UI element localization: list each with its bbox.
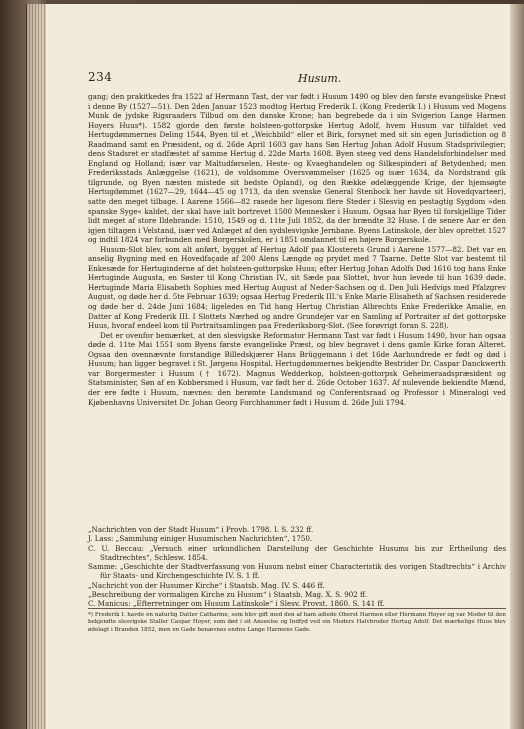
page-right-edge xyxy=(510,4,524,729)
page-edges xyxy=(26,4,46,729)
reference-item: „Nachricht von der Husumer Kirche“ i Staatsb. Mag. IV. S. 446 ff. xyxy=(88,580,325,590)
paragraph: Husum-Slot blev, som alt anført, bygget af Hertug Adolf paa Klosterets Grund i Aarene 1577—82. Det var en anselig Bygning med en Hovedfaçade af 200 Alens Længde og prydet med 7 Taarne. Dette Slot var bestemt til Enkesæde for Hertuginderne af det holsteen-gottorpske Huus; efter Hertug Johan Adolfs Død 1616 tog hans Enke Hertuginde Augusta, en Søster til Kong Christian IV., sit Sæde paa Slottet, hvor hun levede til hun 1639 døde. Hertuginde Maria Elisabeth Sophies med Hertug August af Neder-Sachsen og d. Den Juli Hedvigs med Pfalzgrev August, og døde her d. 5te Februar 1639; ogsaa Hertug Frederik III.'s Enke Marie Elisabeth af Sachsen residerede og døde her d. 24de Juni 1684; ligeledes en Tid hang Hertug Christian Albrechts Enke Frederikke Amalie, en Datter af Kong Frederik III. I Slottets Nærhed og andre Grundejer var en Samling af Portraiter af det gottorpske Huus, hvoraf endeel kom til Portraitsamlingen paa Frederiksborg-Slot. (See forøvrigt foran S. 228). xyxy=(88,244,506,331)
reference-item: „Beschreibung der vormaligen Kirche zu Husum“ i Staatsb. Mag. X. S. 902 ff. xyxy=(88,590,368,600)
references-list xyxy=(88,525,506,609)
footnote: *) Frederik I. havde en naturlig Datter Catharine, som blev gift med den af ham adlede Oberst Harmen eller Hermann Hoyer og var Moder til den bekjendte slesvigske Staller Caspar Hoyer, som død i sit Anseelse og Indfyd ved sin Moders Halvbroder Hertug Adolf. Det mærkelige Huus blev ødelagt i Branden 1852, men en Gade benævnes endnu Lange Harmens Gade. xyxy=(88,612,506,633)
footnote-divider xyxy=(88,608,506,609)
reference-item: „Nachrichten von der Stadt Husum“ i Provb. 1798. I. S. 232 ff. xyxy=(88,525,314,534)
page-number: 234 xyxy=(88,70,113,84)
book-page xyxy=(46,4,518,729)
paragraph: Det er ovenfor bemærket, at den slesvigske Reformator Hermann Tast var født i Husum 1490, hvor han ogsaa døde d. 11te Mai 1551 som Byens første evangeliske Præst, og blev begravet i dens gamle Kirke foran Alteret. Ogsaa den ovennævnte forstandige Billedskjærer Hans Brüggemann i det 16de Aarhundrede er født og død i Husum; han ligger begravet i St. Jørgens Hospital. Hertugdømmernes bekjendte Bestrider Dr. Caspar Danckwerth var Borgermester i Husum († 1672). Magnus Wedderkop, holsteen-gottorpsk Geheimeraadspræsident og Statsminister, Søn af en Kobbersmed i Husum, var født her d. 26de October 1637. Af nulevende bekiendte Mænd, der ere fødte i Husum, nævnes: den berømte Landsmand og Conferentsraad og Professor i Mineralogi ved Kjøbenhavns Universitet Dr. Johan Georg Forchhammer født i Husum d. 26de Juli 1794. xyxy=(88,330,506,407)
reference-item: Samme: „Geschichte der Stadtverfassung von Husum nebst einer Characteristik des vorigen Stadtrechts“ i Archiv für Staats- und Kirchengeschichte IV. S. 1 ff. xyxy=(88,562,506,581)
page-header xyxy=(88,70,506,86)
body-text xyxy=(88,92,506,407)
reference-item: C. U. Beccau: „Versuch einer urkundlichen Darstellung der Geschichte Husums bis zur Ertheilung des Stadtrechtes“, Schlesw. 1854. xyxy=(88,543,506,562)
reference-item: C. Manicus: „Efterretninger om Husum Latinskole“ i Slesv. Provst. 1860. S. 141 ff. xyxy=(88,599,385,609)
running-head: Husum. xyxy=(298,72,342,85)
reference-item: J. Lass: „Sammlung einiger Husumischen Nachrichten“, 1750. xyxy=(88,534,313,544)
paragraph: gang; den prakitkedes fra 1522 af Hermann Tast, der var født i Husum 1490 og blev den første evangeliske Præst i denne By (1527—51). Den 2den Januar 1523 modtog Hertug Frederik I. (Kong Frederik I.) i Husum ved Mogens Munk de jydske Rigsraaders Tilbud om den danske Krone; han begrebede da i sin Svigerion Lange Harmen Hoyers Huus*). 1582 gjorde den første holsteen-gottorpske Hertug Adolf, hvem Husum var tilfaldet ved Hertugdømmernes Deling 1544, Byen til et „Weichbild“ eller et Birk, forsynet med sit sin egen Jurisdiction og 8 Raadmand samt en Præsident, og d. 26de April 1603 gav hans Søn Hertug Johan Adolf Husum Stadsprivilegier; dens Stadsret er stadfæstet af samme Hertug d. 22de Marts 1608. Byen steeg ved dens Handelsforbindelser med England og Holland; især var Maltudførselen, Heste- og Kvaeghandelen og Silkespinderi af Betydenhed; men Frederiksstads Anlæggelse (1621), de voldsomme Oversvømmelser (1625 og især 1634, da Nordstrand gik tilgrunde, og Byen næsten mistede sit bedste Opland), og den Række ødelæggende Krige, der hjemsøgte Hertugdømmet (1627—29, 1644—45 og 1713, da den svenske General Stenbock her havde sit Hovedqvarteer), satte den meget tilbage. I Aarene 1566—82 rasede her ligesom flere Steder i Slesvig en pestagtig Sygdom »den spanske Syge« kaldet, der skal have ialt bortrevet 1500 Mennesker i Husum. Ogsaa har Byen til forskjellige Tider lidt meget af store Ildebrande: 1510, 1549 og d. 11te Juli 1852, da der brændte 32 Huse. I de senere Aar er den igjen tiltagen i Velstand, især ved Anlæget af den sydslesvigske Jernbane. Byens Latinskole, der blev oprettet 1527 og indtil 1824 var forbunden med Borgerskolen, er i 1851 omdannet til en højere Borgerskole. xyxy=(88,92,506,245)
